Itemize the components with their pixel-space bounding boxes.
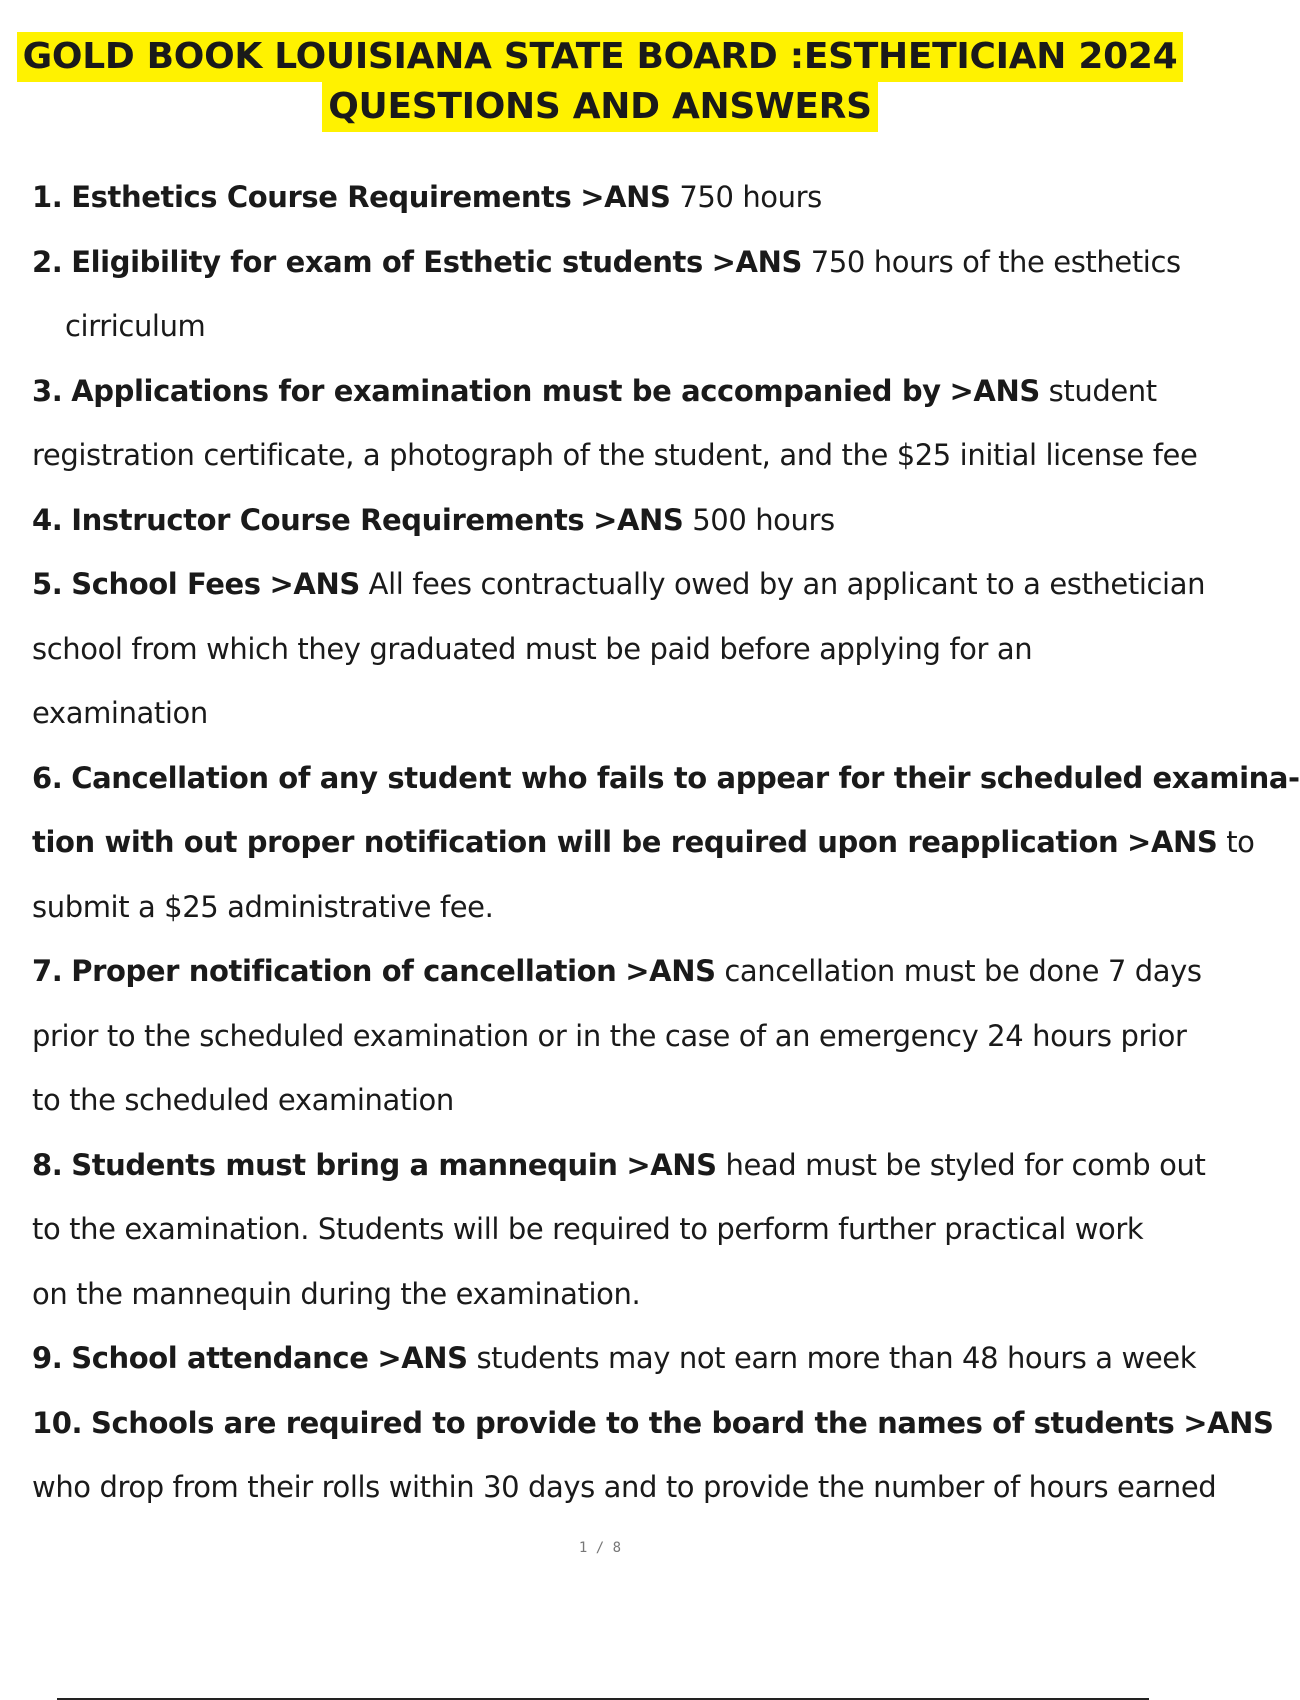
qa-item-5 (32, 552, 1206, 617)
answer-tag: >ANS (580, 180, 671, 214)
question-continuation (32, 810, 1255, 875)
qa-item-9 (32, 1326, 1200, 1391)
item-number: 5. (32, 567, 63, 601)
item-number: 2. (32, 244, 63, 279)
qa-item-4 (32, 488, 1200, 553)
title-line-2: QUESTIONS AND ANSWERS (322, 82, 877, 132)
answer-continuation: on the mannequin during the examination. (32, 1276, 641, 1311)
item-number: 4. (32, 502, 63, 537)
question-text: Schools are required to provide to the board the names of students (91, 1405, 1175, 1440)
qa-item-2 (32, 230, 1200, 295)
question-text: Proper notification of cancellation (71, 954, 617, 988)
answer-continuation: to the scheduled examination (32, 1083, 454, 1117)
qa-item-3 (32, 359, 1200, 424)
question-text: tion with out proper notification will be required upon reapplication (32, 825, 1119, 859)
qa-item-7 (32, 939, 1200, 1004)
question-text: Eligibility for exam of Esthetic students (71, 244, 703, 279)
question-text: Students must bring a mannequin (71, 1147, 618, 1182)
item-number: 1. (32, 180, 63, 214)
answer-text: to (1226, 825, 1255, 859)
item-number: 6. (32, 760, 63, 795)
answer-continuation: examination (32, 696, 208, 730)
answer-continuation: school from which they graduated must be paid before applying for an (32, 631, 1033, 666)
item-number: 9. (32, 1341, 63, 1375)
document-title (0, 32, 1200, 132)
answer-tag: >ANS (626, 1147, 717, 1182)
answer-tag: >ANS (269, 567, 360, 601)
item-number: 3. (32, 373, 63, 408)
answer-text: head must be styled for comb out (725, 1147, 1206, 1182)
item-number: 8. (32, 1147, 63, 1182)
answer-continuation: prior to the scheduled examination or in the case of an emergency 24 hours prior (32, 1018, 1187, 1053)
item-number: 7. (32, 954, 63, 988)
answer-text: students may not earn more than 48 hours a week (476, 1341, 1197, 1375)
answer-continuation: registration certificate, a photograph of the student, and the $25 initial license fee (32, 438, 1198, 472)
question-text: Instructor Course Requirements (71, 502, 585, 537)
question-text: Esthetics Course Requirements (71, 180, 572, 214)
answer-continuation: to the examination. Students will be required to perform further practical work (32, 1212, 1144, 1246)
item-number: 10. (32, 1405, 83, 1440)
answer-text: 500 hours (692, 502, 835, 537)
qa-item-6 (32, 746, 1300, 811)
answer-tag: >ANS (625, 954, 716, 988)
answer-tag: >ANS (949, 373, 1040, 408)
answer-continuation: who drop from their rolls within 30 days and to provide the number of hours earned (32, 1470, 1217, 1504)
qa-list (32, 165, 1300, 1520)
qa-item-8 (32, 1133, 1206, 1198)
qa-item-10 (32, 1391, 1274, 1456)
answer-text: 750 hours of the esthetics (810, 244, 1181, 279)
answer-text: student (1048, 373, 1157, 408)
answer-tag: >ANS (377, 1341, 468, 1375)
qa-item-1 (32, 165, 1200, 230)
answer-text: cancellation must be done 7 days (724, 954, 1202, 988)
answer-continuation: cirriculum (65, 309, 206, 343)
answer-text: All fees contractually owed by an applicant to a esthetician (368, 567, 1206, 601)
question-text: School attendance (71, 1341, 369, 1375)
answer-tag: >ANS (1127, 825, 1218, 859)
question-text: School Fees (71, 567, 261, 601)
answer-text: 750 hours (679, 180, 822, 214)
answer-tag: >ANS (711, 244, 802, 279)
question-text: Cancellation of any student who fails to appear for their scheduled examina- (71, 760, 1300, 795)
question-text: Applications for examination must be accompanied by (71, 373, 941, 408)
page-number: 1 / 8 (578, 1540, 622, 1556)
answer-tag: >ANS (1183, 1405, 1274, 1440)
answer-continuation: submit a $25 administrative fee. (32, 889, 494, 924)
title-line-1: GOLD BOOK LOUISIANA STATE BOARD :ESTHETICIAN 2024 (17, 32, 1184, 82)
answer-tag: >ANS (593, 502, 684, 537)
